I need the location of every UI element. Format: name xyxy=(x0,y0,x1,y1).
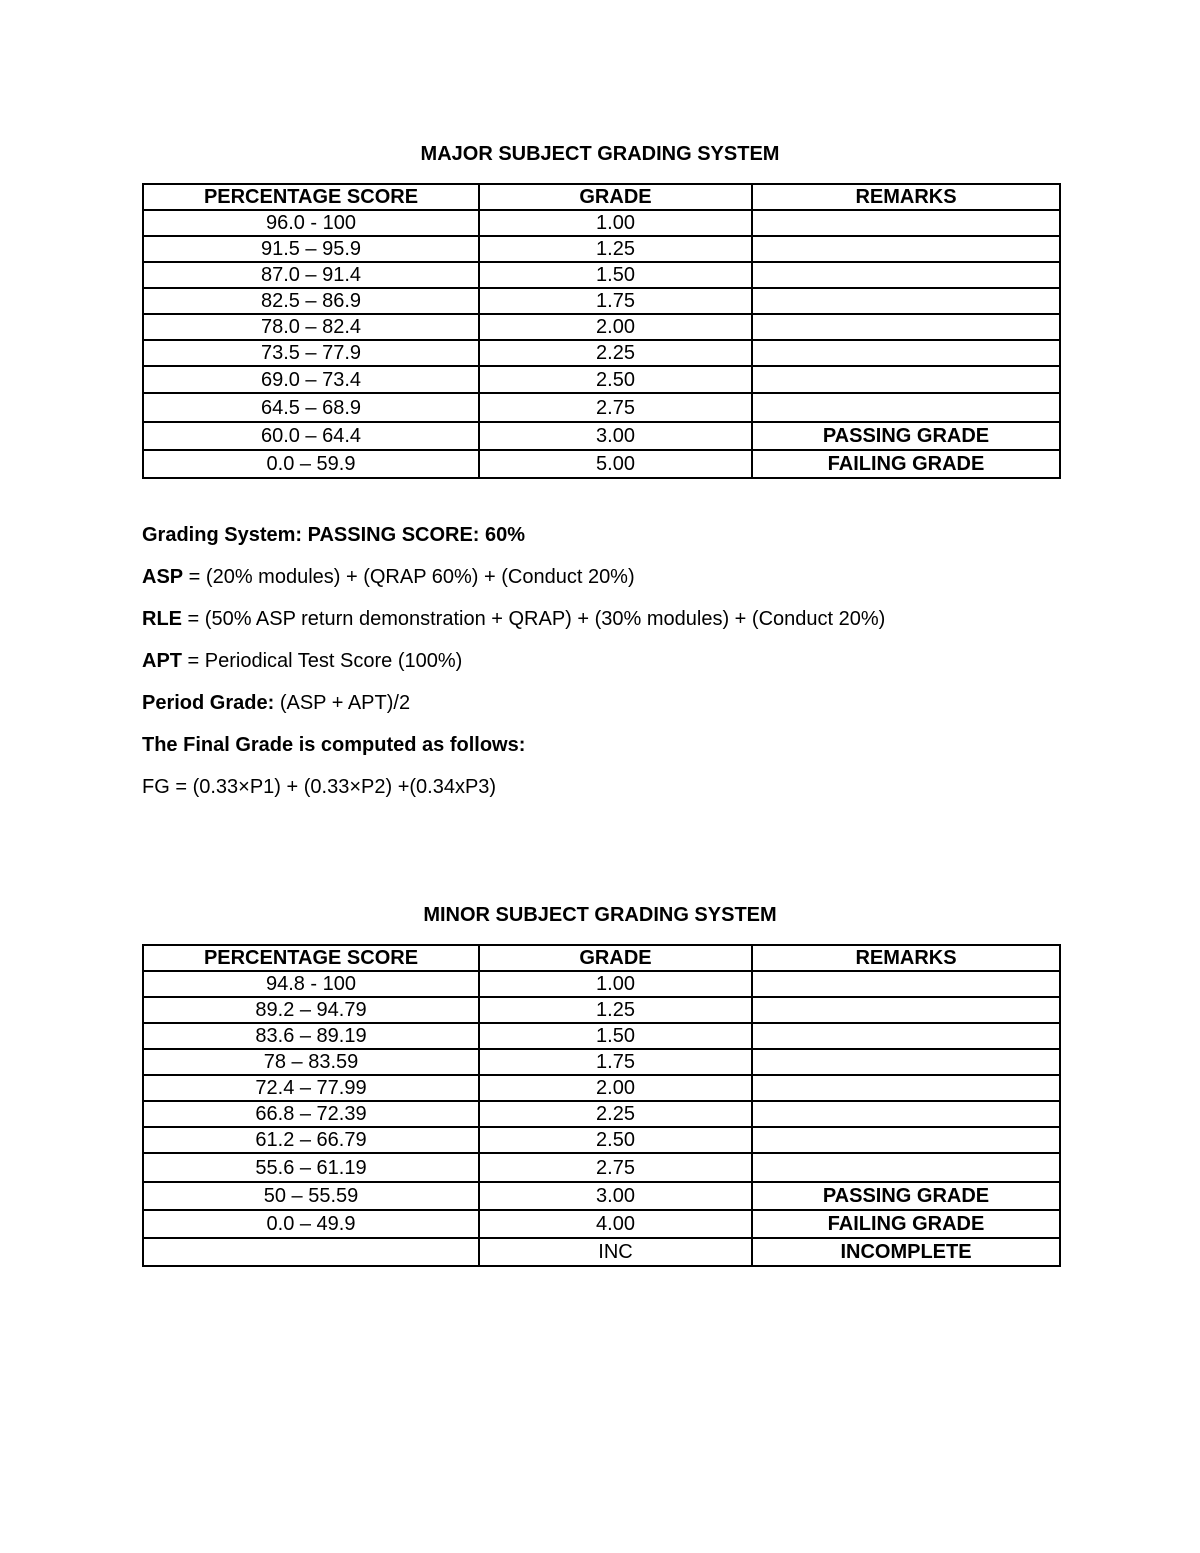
remarks-cell: PASSING GRADE xyxy=(752,1182,1060,1210)
table-row xyxy=(143,971,1060,997)
major-grading-table xyxy=(142,183,1061,479)
table-row xyxy=(143,366,1060,393)
remarks-cell: PASSING GRADE xyxy=(752,422,1060,450)
grade-cell: 2.75 xyxy=(479,1153,752,1182)
score-cell: 50 – 55.59 xyxy=(143,1182,479,1210)
minor-header-row xyxy=(143,945,1060,971)
major-header-row xyxy=(143,184,1060,210)
table-row xyxy=(143,236,1060,262)
grading-notes xyxy=(142,523,1072,817)
grade-cell: 1.25 xyxy=(479,997,752,1023)
remarks-cell xyxy=(752,1023,1060,1049)
apt-label: APT xyxy=(142,650,182,672)
table-row xyxy=(143,1127,1060,1153)
score-cell: 66.8 – 72.39 xyxy=(143,1101,479,1127)
grade-cell: 2.50 xyxy=(479,1127,752,1153)
table-row xyxy=(143,288,1060,314)
score-cell: 0.0 – 59.9 xyxy=(143,450,479,478)
table-row xyxy=(143,210,1060,236)
table-row xyxy=(143,1182,1060,1210)
period-grade-formula: (ASP + APT)/2 xyxy=(274,692,411,714)
remarks-cell xyxy=(752,366,1060,393)
remarks-cell: FAILING GRADE xyxy=(752,450,1060,478)
rle-formula-line xyxy=(142,607,1072,649)
remarks-cell xyxy=(752,314,1060,340)
grade-cell: 1.75 xyxy=(479,288,752,314)
grade-cell: 1.50 xyxy=(479,262,752,288)
table-row xyxy=(143,1101,1060,1127)
score-cell: 55.6 – 61.19 xyxy=(143,1153,479,1182)
remarks-cell xyxy=(752,236,1060,262)
score-cell xyxy=(143,1238,479,1266)
grade-cell: 1.75 xyxy=(479,1049,752,1075)
score-cell: 82.5 – 86.9 xyxy=(143,288,479,314)
table-row xyxy=(143,1210,1060,1238)
score-cell: 94.8 - 100 xyxy=(143,971,479,997)
period-grade-label: Period Grade: xyxy=(142,692,275,714)
table-row xyxy=(143,1049,1060,1075)
grade-cell: 1.00 xyxy=(479,971,752,997)
table-row xyxy=(143,1075,1060,1101)
score-cell: 96.0 - 100 xyxy=(143,210,479,236)
header-grade: GRADE xyxy=(479,945,752,971)
asp-formula: = (20% modules) + (QRAP 60%) + (Conduct 20%) xyxy=(183,566,635,588)
grade-cell: 2.00 xyxy=(479,314,752,340)
score-cell: 78 – 83.59 xyxy=(143,1049,479,1075)
remarks-cell xyxy=(752,971,1060,997)
header-remarks: REMARKS xyxy=(752,184,1060,210)
grade-cell: 2.00 xyxy=(479,1075,752,1101)
score-cell: 73.5 – 77.9 xyxy=(143,340,479,366)
rle-label: RLE xyxy=(142,608,182,630)
score-cell: 72.4 – 77.99 xyxy=(143,1075,479,1101)
header-grade: GRADE xyxy=(479,184,752,210)
grade-cell: 3.00 xyxy=(479,422,752,450)
grade-cell: 4.00 xyxy=(479,1210,752,1238)
fg-formula-line xyxy=(142,775,1072,817)
apt-formula: = Periodical Test Score (100%) xyxy=(182,650,463,672)
score-cell: 61.2 – 66.79 xyxy=(143,1127,479,1153)
table-row xyxy=(143,393,1060,422)
grade-cell: 3.00 xyxy=(479,1182,752,1210)
score-cell: 60.0 – 64.4 xyxy=(143,422,479,450)
score-cell: 64.5 – 68.9 xyxy=(143,393,479,422)
final-grade-line xyxy=(142,733,1072,775)
fg-formula: FG = (0.33×P1) + (0.33×P2) +(0.34xP3) xyxy=(142,776,497,798)
remarks-cell xyxy=(752,262,1060,288)
table-row xyxy=(143,1153,1060,1182)
score-cell: 89.2 – 94.79 xyxy=(143,997,479,1023)
grade-cell: 1.00 xyxy=(479,210,752,236)
header-remarks: REMARKS xyxy=(752,945,1060,971)
grade-cell: 2.75 xyxy=(479,393,752,422)
grade-cell: 5.00 xyxy=(479,450,752,478)
remarks-cell xyxy=(752,997,1060,1023)
grade-cell: 2.25 xyxy=(479,340,752,366)
score-cell: 91.5 – 95.9 xyxy=(143,236,479,262)
remarks-cell xyxy=(752,393,1060,422)
grade-cell: 1.50 xyxy=(479,1023,752,1049)
grade-cell: 2.25 xyxy=(479,1101,752,1127)
table-row xyxy=(143,1238,1060,1266)
remarks-cell xyxy=(752,1127,1060,1153)
final-grade-label: The Final Grade is computed as follows: xyxy=(142,734,526,756)
header-percentage-score: PERCENTAGE SCORE xyxy=(143,945,479,971)
table-row xyxy=(143,340,1060,366)
remarks-cell xyxy=(752,1153,1060,1182)
remarks-cell xyxy=(752,340,1060,366)
asp-label: ASP xyxy=(142,566,184,588)
grade-cell: INC xyxy=(479,1238,752,1266)
major-table-title: MAJOR SUBJECT GRADING SYSTEM xyxy=(420,143,780,165)
grade-cell: 1.25 xyxy=(479,236,752,262)
minor-grading-table xyxy=(142,944,1061,1267)
header-percentage-score: PERCENTAGE SCORE xyxy=(143,184,479,210)
remarks-cell: INCOMPLETE xyxy=(752,1238,1060,1266)
remarks-cell xyxy=(752,288,1060,314)
minor-table-title: MINOR SUBJECT GRADING SYSTEM xyxy=(423,904,777,926)
grading-system-label: Grading System: PASSING SCORE: 60% xyxy=(142,524,526,546)
remarks-cell xyxy=(752,1101,1060,1127)
remarks-cell: FAILING GRADE xyxy=(752,1210,1060,1238)
score-cell: 0.0 – 49.9 xyxy=(143,1210,479,1238)
remarks-cell xyxy=(752,210,1060,236)
table-row xyxy=(143,997,1060,1023)
table-row xyxy=(143,422,1060,450)
score-cell: 69.0 – 73.4 xyxy=(143,366,479,393)
apt-formula-line xyxy=(142,649,1072,691)
score-cell: 83.6 – 89.19 xyxy=(143,1023,479,1049)
remarks-cell xyxy=(752,1075,1060,1101)
grading-system-line xyxy=(142,523,1072,565)
rle-formula: = (50% ASP return demonstration + QRAP) + (30% modules) + (Conduct 20%) xyxy=(182,608,886,630)
period-grade-line xyxy=(142,691,1072,733)
grade-cell: 2.50 xyxy=(479,366,752,393)
score-cell: 87.0 – 91.4 xyxy=(143,262,479,288)
table-row xyxy=(143,450,1060,478)
asp-formula-line xyxy=(142,565,1072,607)
table-row xyxy=(143,314,1060,340)
table-row xyxy=(143,1023,1060,1049)
remarks-cell xyxy=(752,1049,1060,1075)
score-cell: 78.0 – 82.4 xyxy=(143,314,479,340)
table-row xyxy=(143,262,1060,288)
